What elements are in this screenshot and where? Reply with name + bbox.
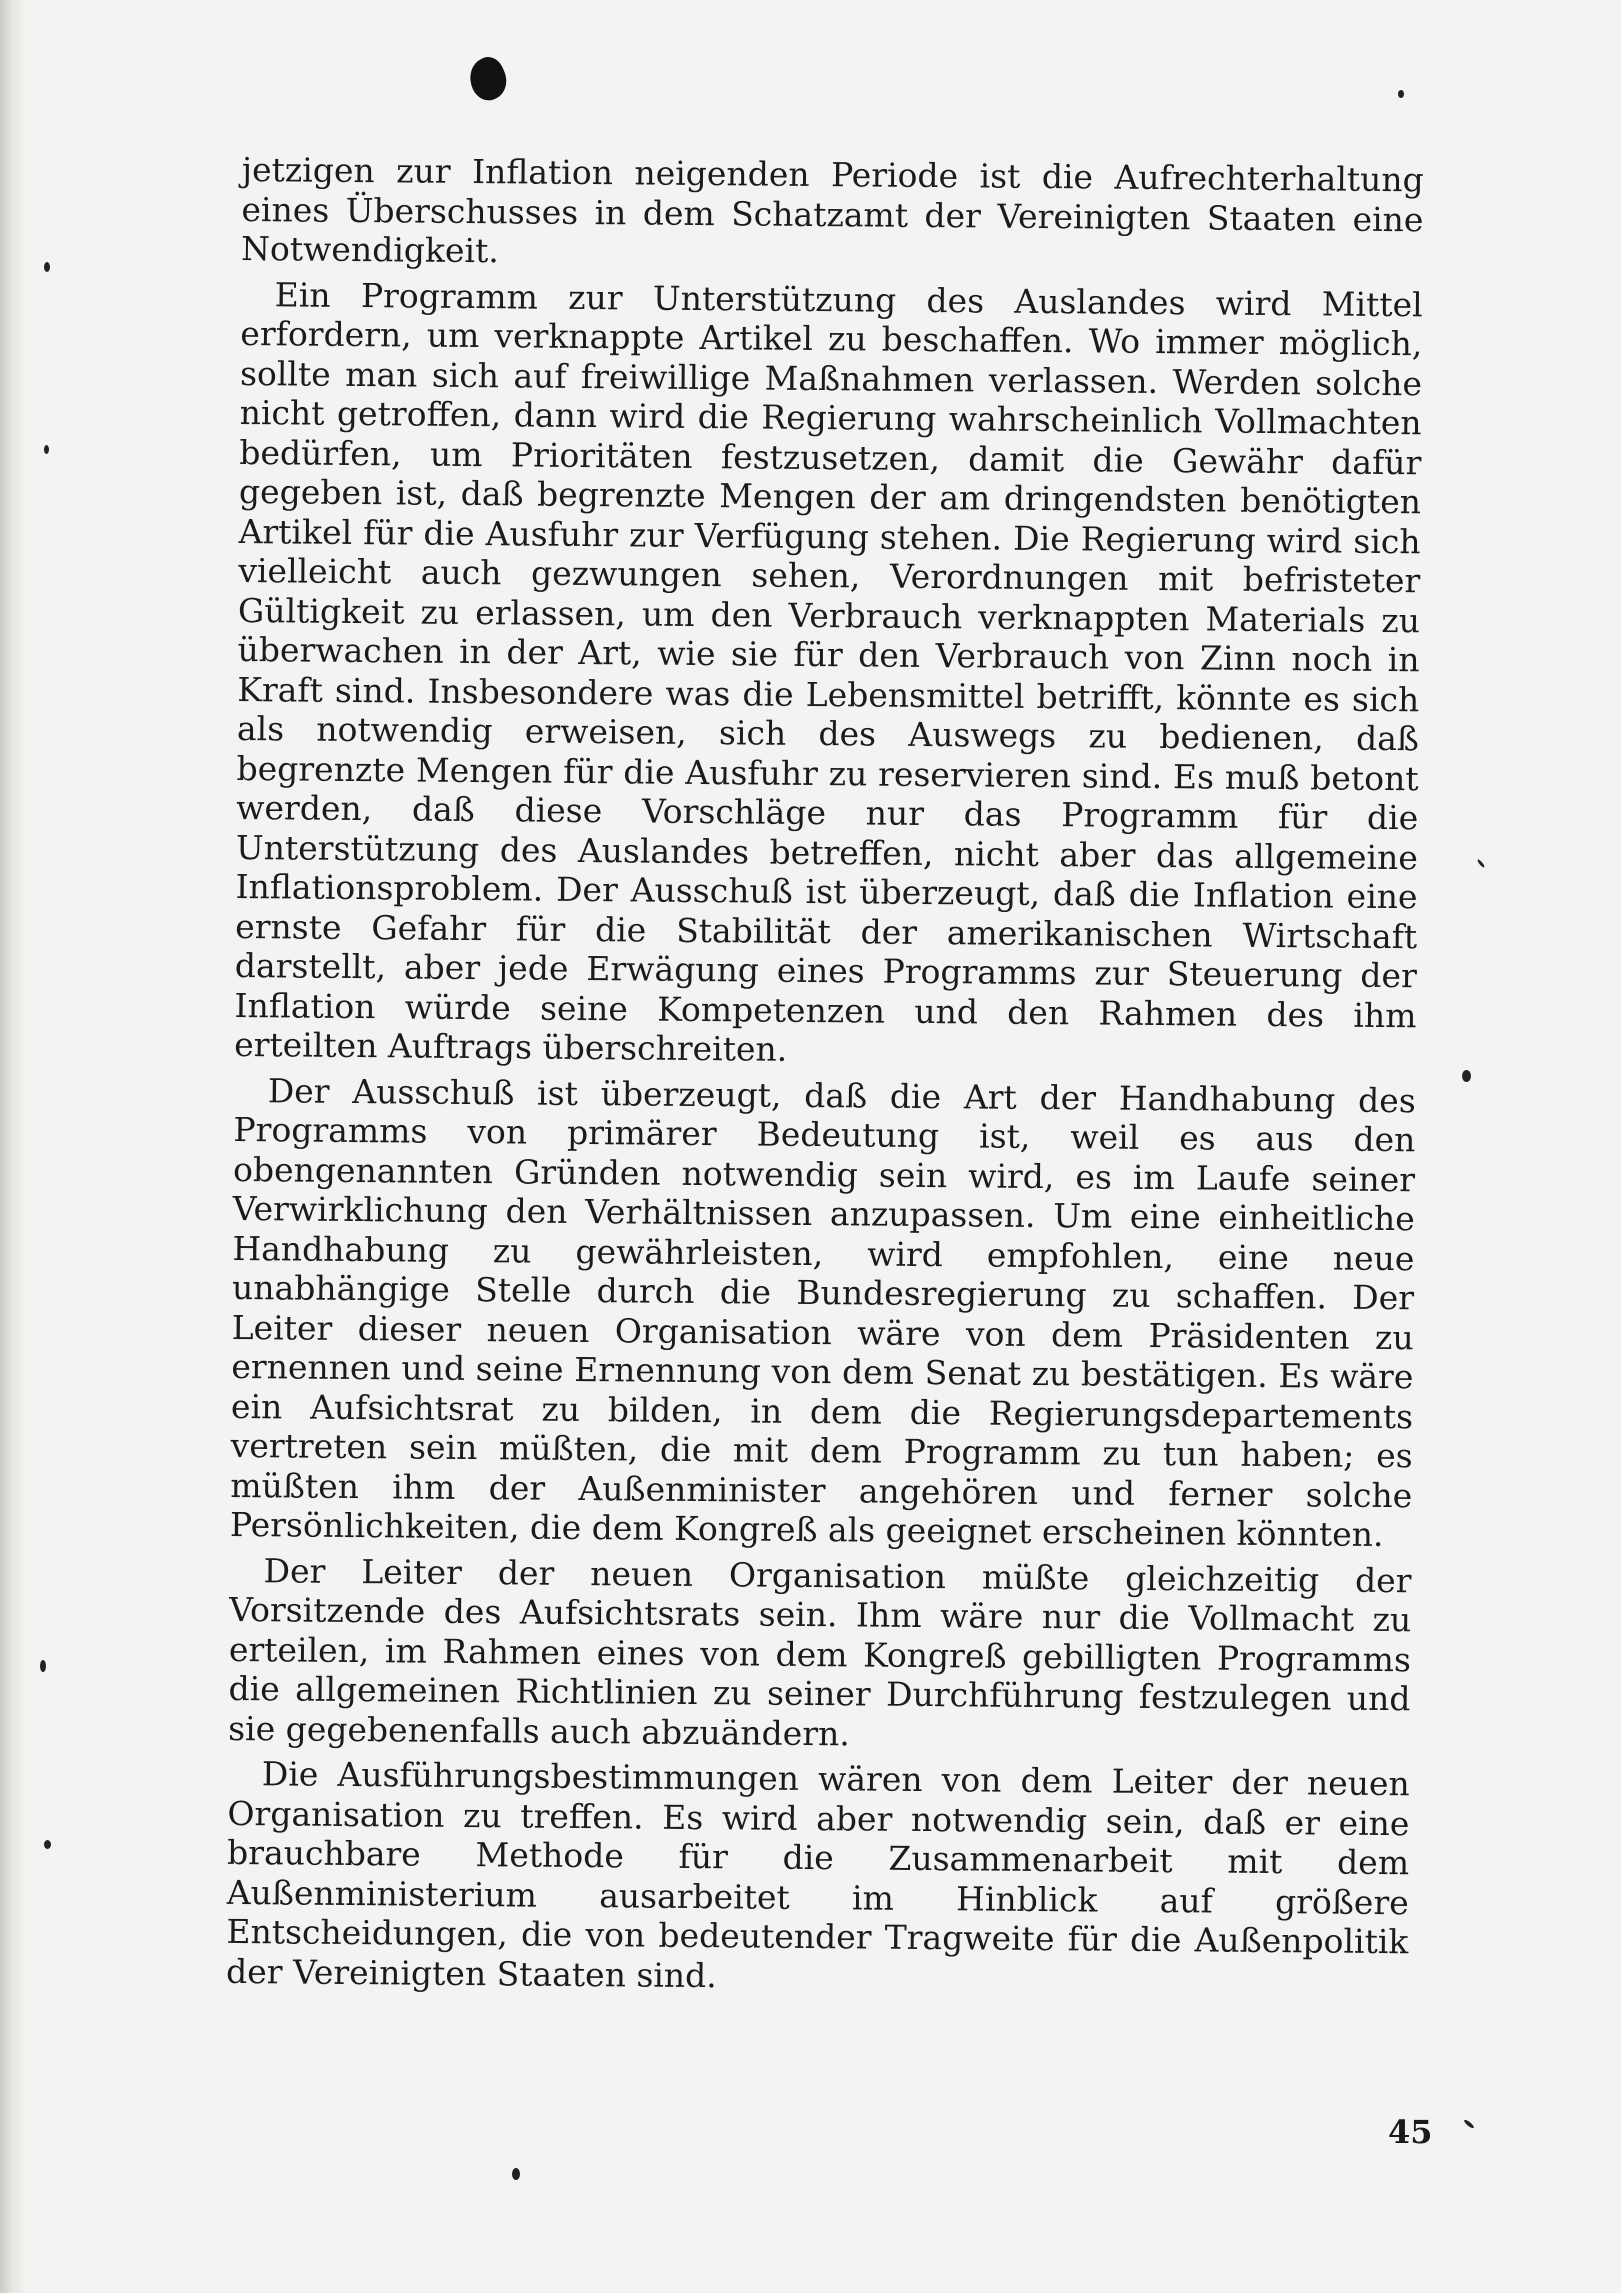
ink-blot-mark (463, 52, 513, 105)
paragraph: jetzigen zur Inflation neigenden Periode ist die Aufrechterhaltung eines Überschusses in dem Schatzamt der Vereinigten Staaten eine Notwendigkeit. (240, 150, 1424, 271)
speck (1462, 1070, 1471, 1082)
speck (44, 262, 50, 272)
page-number: 45 (1388, 2113, 1433, 2151)
paragraph: Die Ausführungsbestimmungen wären von dem Leiter der neuen Organisation zu treffen. Es wird aber notwendig sein, daß er eine brauchbare Methode für die Zusammenarbeit mit dem Außenministerium ausarbeitet im Hinblick auf größere Entscheidungen, die von bedeutender Tragweite für die Außenpolitik der Vereinigten Staaten sind. (225, 1754, 1410, 1995)
speck (512, 2168, 520, 2180)
speck (44, 1840, 51, 1849)
page-edge-shadow (0, 0, 26, 2293)
speck (44, 445, 49, 454)
speck (1477, 859, 1486, 869)
speck (1463, 2119, 1475, 2130)
paragraph: Der Leiter der neuen Organisation müßte gleichzeitig der Vorsitzende des Aufsichtsrats sein. Ihm wäre nur die Vollmacht zu erteilen, im Rahmen eines von dem Kongreß gebilligten Programms die allgemeinen Richtlinien zu seiner Durchführung festzulegen und sie gegebenenfalls auch abzuändern. (228, 1550, 1412, 1753)
paragraph: Der Ausschuß ist überzeugt, daß die Art der Handhabung des Programms von primärer Bedeutung ist, weil es aus den obengenannten Gründen notwendig sein wird, es im Laufe seiner Verwirklichung den Verhältnissen anzupassen. Um eine einheitliche Handhabung zu gewährleisten, wird empfohlen, eine neue unabhängige Stelle durch die Bundesregierung zu schaffen. Der Leiter dieser neuen Organisation wäre von dem Präsidenten zu ernennen und seine Ernennung von dem Senat zu bestätigen. Es wäre ein Aufsichtsrat zu bilden, in dem die Regierungsdepartements vertreten sein müßten, die mit dem Programm zu tun haben; es müßten ihm der Außenminister angehören und ferner solche Persönlichkeiten, die dem Kongreß als geeignet erscheinen könnten. (229, 1070, 1416, 1555)
speck (40, 1660, 46, 1672)
paragraph: Ein Programm zur Unterstützung des Auslandes wird Mittel erfordern, um verknappte Artikel zu beschaffen. Wo immer möglich, sollte man sich auf freiwillige Maßnahmen verlassen. Werden solche nicht getroffen, dann wird die Regierung wahrscheinlich Vollmachten bedürfen, um Prioritäten festzusetzen, damit die Gewähr dafür gegeben ist, daß begrenzte Mengen der am dringendsten benötigten Artikel für die Ausfuhr zur Verfügung stehen. Die Regierung wird sich vielleicht auch gezwungen sehen, Verordnungen mit befristeter Gültigkeit zu erlassen, um den Verbrauch verknappten Materials zu überwachen in der Art, wie sie für den Verbrauch von Zinn noch in Kraft sind. Insbesondere was die Lebensmittel betrifft, könnte es sich als notwendig erweisen, sich des Auswegs zu bedienen, daß begrenzte Mengen für die Ausfuhr zu reservieren sind. Es muß betont werden, daß diese Vorschläge nur das Programm für die Unterstützung des Auslandes betreffen, nicht aber das allgemeine Inflationsproblem. Der Ausschuß ist überzeugt, daß die Inflation eine ernste Gefahr für die Stabilität der amerikanischen Wirtschaft darstellt, aber jede Erwägung eines Programms zur Steuerung der Inflation würde seine Kompetenzen und den Rahmen des ihm erteilten Auftrags überschreiten. (234, 274, 1423, 1069)
speck (1398, 90, 1404, 98)
body-text (226, 150, 1424, 2007)
